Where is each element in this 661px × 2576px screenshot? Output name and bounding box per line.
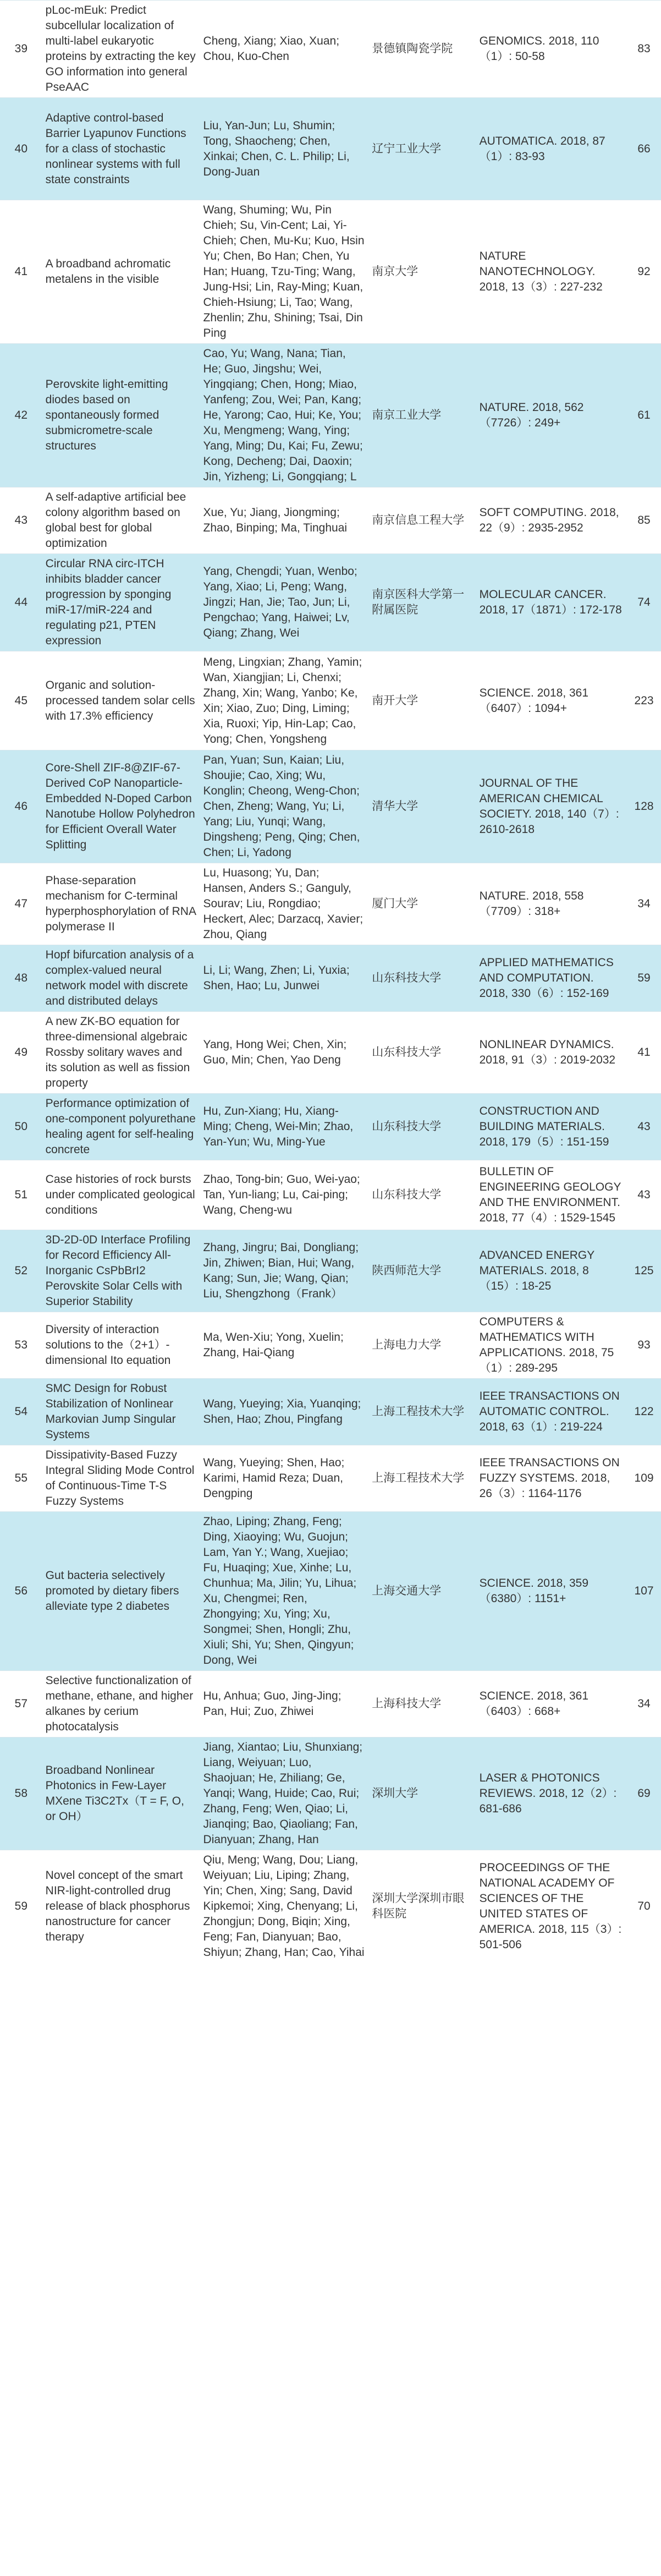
paper-citations: 122: [627, 1379, 661, 1445]
table-row: [0, 1671, 661, 1738]
row-number: 49: [0, 1012, 42, 1094]
paper-title: Diversity of interaction solutions to the（2+1）-dimensional Ito equation: [42, 1312, 200, 1379]
paper-citations: 223: [627, 651, 661, 750]
paper-institution: 上海电力大学: [368, 1312, 476, 1379]
table-row: [0, 344, 661, 487]
table-row: [0, 1850, 661, 1963]
paper-authors: Wang, Yueying; Shen, Hao; Karimi, Hamid Reza; Duan, Dengping: [200, 1445, 369, 1512]
row-number: 59: [0, 1850, 42, 1963]
row-number: 55: [0, 1445, 42, 1512]
paper-title: Core-Shell ZIF-8@ZIF-67-Derived CoP Nanoparticle-Embedded N-Doped Carbon Nanotube Hollow Polyhedron for Efficient Overall Water Splitting: [42, 750, 200, 863]
paper-authors: Wang, Shuming; Wu, Pin Chieh; Su, Vin-Cent; Lai, Yi-Chieh; Chen, Mu-Ku; Kuo, Hsin Yu; Chen, Bo Han; Chen, Yu Han; Huang, Tzu-Ting; Wang, Jung-Hsi; Lin, Ray-Ming; Kuan, Chieh-Hsiung; Li, Tao; Wang, Zhenlin; Zhu, Shining; Tsai, Din Ping: [200, 200, 369, 344]
paper-journal: NATURE NANOTECHNOLOGY. 2018, 13（3）: 227-232: [476, 200, 627, 344]
table-row: [0, 1312, 661, 1379]
paper-citations: 43: [627, 1094, 661, 1160]
paper-authors: Pan, Yuan; Sun, Kaian; Liu, Shoujie; Cao, Xing; Wu, Konglin; Cheong, Weng-Chon; Chen, Zheng; Wang, Yu; Li, Yang; Liu, Yunqi; Wang, Dingsheng; Peng, Qing; Chen, Chen; Li, Yadong: [200, 750, 369, 863]
paper-institution: 山东科技大学: [368, 1160, 476, 1230]
paper-journal: APPLIED MATHEMATICS AND COMPUTATION. 2018, 330（6）: 152-169: [476, 945, 627, 1012]
paper-citations: 34: [627, 1671, 661, 1738]
paper-institution: 南京大学: [368, 200, 476, 344]
row-number: 57: [0, 1671, 42, 1738]
paper-journal: SCIENCE. 2018, 359（6380）: 1151+: [476, 1512, 627, 1671]
row-number: 56: [0, 1512, 42, 1671]
paper-citations: 109: [627, 1445, 661, 1512]
paper-title: Perovskite light-emitting diodes based on spontaneously formed submicrometre-scale structures: [42, 344, 200, 487]
row-number: 53: [0, 1312, 42, 1379]
paper-journal: NATURE. 2018, 562（7726）: 249+: [476, 344, 627, 487]
row-number: 51: [0, 1160, 42, 1230]
row-number: 41: [0, 200, 42, 344]
paper-journal: NONLINEAR DYNAMICS. 2018, 91（3）: 2019-2032: [476, 1012, 627, 1094]
table-row: [0, 1094, 661, 1160]
paper-journal: PROCEEDINGS OF THE NATIONAL ACADEMY OF SCIENCES OF THE UNITED STATES OF AMERICA. 2018, 115（3）: 501-506: [476, 1850, 627, 1963]
paper-citations: 59: [627, 945, 661, 1012]
paper-authors: Li, Li; Wang, Zhen; Li, Yuxia; Shen, Hao; Lu, Junwei: [200, 945, 369, 1012]
row-number: 48: [0, 945, 42, 1012]
paper-institution: 上海工程技术大学: [368, 1445, 476, 1512]
paper-title: Novel concept of the smart NIR-light-controlled drug release of black phosphorus nanostructure for cancer therapy: [42, 1850, 200, 1963]
paper-authors: Zhang, Jingru; Bai, Dongliang; Jin, Zhiwen; Bian, Hui; Wang, Kang; Sun, Jie; Wang, Qian; Liu, Shengzhong（Frank）: [200, 1230, 369, 1312]
table-row: [0, 1160, 661, 1230]
paper-authors: Wang, Yueying; Xia, Yuanqing; Shen, Hao; Zhou, Pingfang: [200, 1379, 369, 1445]
paper-citations: 41: [627, 1012, 661, 1094]
paper-authors: Lu, Huasong; Yu, Dan; Hansen, Anders S.; Ganguly, Sourav; Liu, Rongdiao; Heckert, Alec; Darzacq, Xavier; Zhou, Qiang: [200, 863, 369, 945]
paper-title: Adaptive control-based Barrier Lyapunov Functions for a class of stochastic nonlinear systems with full state constraints: [42, 98, 200, 200]
paper-citations: 93: [627, 1312, 661, 1379]
paper-journal: CONSTRUCTION AND BUILDING MATERIALS. 2018, 179（5）: 151-159: [476, 1094, 627, 1160]
paper-authors: Zhao, Liping; Zhang, Feng; Ding, Xiaoying; Wu, Guojun; Lam, Yan Y.; Wang, Xuejiao; Fu, Huaqing; Xue, Xinhe; Lu, Chunhua; Ma, Jilin; Yu, Lihua; Xu, Chengmei; Ren, Zhongying; Xu, Ying; Xu, Songmei; Shen, Hongli; Zhu, Xiuli; Shi, Yu; Shen, Qingyun; Dong, Wei: [200, 1512, 369, 1671]
paper-journal: GENOMICS. 2018, 110（1）: 50-58: [476, 1, 627, 98]
paper-journal: IEEE TRANSACTIONS ON AUTOMATIC CONTROL. 2018, 63（1）: 219-224: [476, 1379, 627, 1445]
paper-authors: Xue, Yu; Jiang, Jiongming; Zhao, Binping; Ma, Tinghuai: [200, 487, 369, 554]
paper-citations: 66: [627, 98, 661, 200]
table-row: [0, 1379, 661, 1445]
paper-title: SMC Design for Robust Stabilization of Nonlinear Markovian Jump Singular Systems: [42, 1379, 200, 1445]
row-number: 58: [0, 1738, 42, 1850]
paper-institution: 山东科技大学: [368, 945, 476, 1012]
paper-journal: COMPUTERS & MATHEMATICS WITH APPLICATIONS. 2018, 75（1）: 289-295: [476, 1312, 627, 1379]
table-row: [0, 1445, 661, 1512]
paper-title: Organic and solution-processed tandem solar cells with 17.3% efficiency: [42, 651, 200, 750]
table-row: [0, 1012, 661, 1094]
paper-institution: 陕西师范大学: [368, 1230, 476, 1312]
table-row: [0, 651, 661, 750]
row-number: 45: [0, 651, 42, 750]
row-number: 42: [0, 344, 42, 487]
paper-title: pLoc-mEuk: Predict subcellular localization of multi-label eukaryotic proteins by extracting the key GO information into general PseAAC: [42, 1, 200, 98]
table-row: [0, 98, 661, 200]
row-number: 47: [0, 863, 42, 945]
paper-institution: 南京工业大学: [368, 344, 476, 487]
paper-title: A broadband achromatic metalens in the visible: [42, 200, 200, 344]
paper-institution: 上海工程技术大学: [368, 1379, 476, 1445]
paper-journal: SCIENCE. 2018, 361（6407）: 1094+: [476, 651, 627, 750]
paper-authors: Cheng, Xiang; Xiao, Xuan; Chou, Kuo-Chen: [200, 1, 369, 98]
paper-title: Dissipativity-Based Fuzzy Integral Sliding Mode Control of Continuous-Time T-S Fuzzy Systems: [42, 1445, 200, 1512]
table-row: [0, 1738, 661, 1850]
table-row: [0, 863, 661, 945]
table-row: [0, 487, 661, 554]
paper-authors: Hu, Anhua; Guo, Jing-Jing; Pan, Hui; Zuo, Zhiwei: [200, 1671, 369, 1738]
table-row: [0, 945, 661, 1012]
row-number: 46: [0, 750, 42, 863]
row-number: 52: [0, 1230, 42, 1312]
paper-journal: SOFT COMPUTING. 2018, 22（9）: 2935-2952: [476, 487, 627, 554]
paper-institution: 深圳大学深圳市眼科医院: [368, 1850, 476, 1963]
row-number: 40: [0, 98, 42, 200]
paper-authors: Qiu, Meng; Wang, Dou; Liang, Weiyuan; Liu, Liping; Zhang, Yin; Chen, Xing; Sang, David Kipkemoi; Xing, Chenyang; Li, Zhongjun; Dong, Biqin; Xing, Feng; Fan, Dianyuan; Bao, Shiyun; Zhang, Han; Cao, Yihai: [200, 1850, 369, 1963]
paper-institution: 南开大学: [368, 651, 476, 750]
paper-title: Broadband Nonlinear Photonics in Few-Layer MXene Ti3C2Tx（T = F, O, or OH）: [42, 1738, 200, 1850]
paper-title: Case histories of rock bursts under complicated geological conditions: [42, 1160, 200, 1230]
paper-citations: 61: [627, 344, 661, 487]
paper-authors: Zhao, Tong-bin; Guo, Wei-yao; Tan, Yun-liang; Lu, Cai-ping; Wang, Cheng-wu: [200, 1160, 369, 1230]
paper-table-body: [0, 1, 661, 1963]
paper-title: Circular RNA circ-ITCH inhibits bladder cancer progression by sponging miR-17/miR-224 and regulating p21, PTEN expression: [42, 554, 200, 651]
paper-citations: 107: [627, 1512, 661, 1671]
table-row: [0, 554, 661, 651]
paper-institution: 南京信息工程大学: [368, 487, 476, 554]
paper-institution: 南京医科大学第一附属医院: [368, 554, 476, 651]
paper-journal: AUTOMATICA. 2018, 87（1）: 83-93: [476, 98, 627, 200]
paper-citations: 83: [627, 1, 661, 98]
paper-institution: 清华大学: [368, 750, 476, 863]
table-row: [0, 750, 661, 863]
paper-citations: 69: [627, 1738, 661, 1850]
paper-citations: 85: [627, 487, 661, 554]
paper-title: Performance optimization of one-component polyurethane healing agent for self-healing concrete: [42, 1094, 200, 1160]
paper-title: Phase-separation mechanism for C-terminal hyperphosphorylation of RNA polymerase II: [42, 863, 200, 945]
paper-institution: 上海科技大学: [368, 1671, 476, 1738]
paper-institution: 景德镇陶瓷学院: [368, 1, 476, 98]
paper-authors: Ma, Wen-Xiu; Yong, Xuelin; Zhang, Hai-Qiang: [200, 1312, 369, 1379]
paper-title: Gut bacteria selectively promoted by dietary fibers alleviate type 2 diabetes: [42, 1512, 200, 1671]
paper-title: A new ZK-BO equation for three-dimensional algebraic Rossby solitary waves and its solution as well as fission property: [42, 1012, 200, 1094]
paper-authors: Liu, Yan-Jun; Lu, Shumin; Tong, Shaocheng; Chen, Xinkai; Chen, C. L. Philip; Li, Dong-Juan: [200, 98, 369, 200]
paper-journal: LASER & PHOTONICS REVIEWS. 2018, 12（2）: 681-686: [476, 1738, 627, 1850]
paper-authors: Meng, Lingxian; Zhang, Yamin; Wan, Xiangjian; Li, Chenxi; Zhang, Xin; Wang, Yanbo; Ke, Xin; Xiao, Zuo; Ding, Liming; Xia, Ruoxi; Yip, Hin-Lap; Cao, Yong; Chen, Yongsheng: [200, 651, 369, 750]
paper-authors: Yang, Chengdi; Yuan, Wenbo; Yang, Xiao; Li, Peng; Wang, Jingzi; Han, Jie; Tao, Jun; Li, Pengchao; Yang, Haiwei; Lv, Qiang; Zhang, Wei: [200, 554, 369, 651]
paper-journal: ADVANCED ENERGY MATERIALS. 2018, 8（15）: 18-25: [476, 1230, 627, 1312]
row-number: 39: [0, 1, 42, 98]
paper-citations: 128: [627, 750, 661, 863]
paper-title: A self-adaptive artificial bee colony algorithm based on global best for global optimization: [42, 487, 200, 554]
paper-title: Selective functionalization of methane, ethane, and higher alkanes by cerium photocatalysis: [42, 1671, 200, 1738]
row-number: 54: [0, 1379, 42, 1445]
paper-title: 3D-2D-0D Interface Profiling for Record Efficiency All-Inorganic CsPbBrI2 Perovskite Solar Cells with Superior Stability: [42, 1230, 200, 1312]
table-row: [0, 1512, 661, 1671]
paper-authors: Cao, Yu; Wang, Nana; Tian, He; Guo, Jingshu; Wei, Yingqiang; Chen, Hong; Miao, Yanfeng; Zou, Wei; Pan, Kang; He, Yarong; Cao, Hui; Ke, You; Xu, Mengmeng; Wang, Ying; Yang, Ming; Du, Kai; Fu, Zewu; Kong, Decheng; Dai, Daoxin; Jin, Yizheng; Li, Gongqiang; L: [200, 344, 369, 487]
paper-institution: 山东科技大学: [368, 1012, 476, 1094]
paper-institution: 深圳大学: [368, 1738, 476, 1850]
paper-citations: 34: [627, 863, 661, 945]
paper-citations: 92: [627, 200, 661, 344]
paper-authors: Hu, Zun-Xiang; Hu, Xiang-Ming; Cheng, Wei-Min; Zhao, Yan-Yun; Wu, Ming-Yue: [200, 1094, 369, 1160]
row-number: 50: [0, 1094, 42, 1160]
paper-title: Hopf bifurcation analysis of a complex-valued neural network model with discrete and distributed delays: [42, 945, 200, 1012]
paper-institution: 上海交通大学: [368, 1512, 476, 1671]
paper-journal: BULLETIN OF ENGINEERING GEOLOGY AND THE ENVIRONMENT. 2018, 77（4）: 1529-1545: [476, 1160, 627, 1230]
paper-citations: 70: [627, 1850, 661, 1963]
paper-journal: MOLECULAR CANCER. 2018, 17（1871）: 172-178: [476, 554, 627, 651]
paper-journal: IEEE TRANSACTIONS ON FUZZY SYSTEMS. 2018, 26（3）: 1164-1176: [476, 1445, 627, 1512]
paper-journal: NATURE. 2018, 558（7709）: 318+: [476, 863, 627, 945]
paper-institution: 厦门大学: [368, 863, 476, 945]
paper-citations: 74: [627, 554, 661, 651]
paper-authors: Yang, Hong Wei; Chen, Xin; Guo, Min; Chen, Yao Deng: [200, 1012, 369, 1094]
paper-journal: SCIENCE. 2018, 361（6403）: 668+: [476, 1671, 627, 1738]
paper-institution: 山东科技大学: [368, 1094, 476, 1160]
row-number: 44: [0, 554, 42, 651]
table-row: [0, 1, 661, 98]
paper-institution: 辽宁工业大学: [368, 98, 476, 200]
paper-journal: JOURNAL OF THE AMERICAN CHEMICAL SOCIETY. 2018, 140（7）: 2610-2618: [476, 750, 627, 863]
paper-authors: Jiang, Xiantao; Liu, Shunxiang; Liang, Weiyuan; Luo, Shaojuan; He, Zhiliang; Ge, Yanqi; Wang, Huide; Cao, Rui; Zhang, Feng; Wen, Qiao; Li, Jianqing; Bao, Qiaoliang; Fan, Dianyuan; Zhang, Han: [200, 1738, 369, 1850]
table-row: [0, 200, 661, 344]
table-row: [0, 1230, 661, 1312]
paper-citations: 125: [627, 1230, 661, 1312]
paper-citations: 43: [627, 1160, 661, 1230]
row-number: 43: [0, 487, 42, 554]
